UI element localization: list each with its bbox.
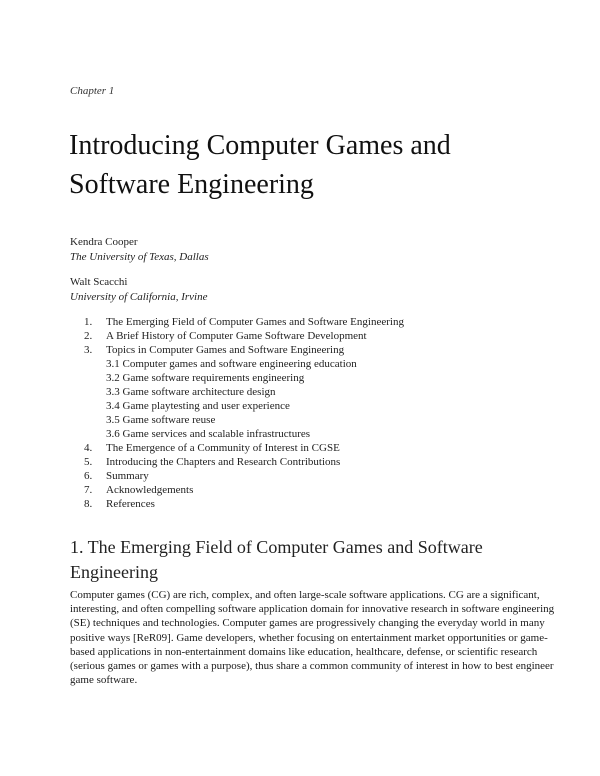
toc-item-label: Introducing the Chapters and Research Contributions (106, 456, 341, 468)
toc-item (84, 343, 404, 357)
chapter-label: Chapter 1 (70, 85, 115, 97)
toc-subitem: 3.3 Game software architecture design (106, 386, 276, 398)
table-of-contents (84, 315, 404, 511)
toc-item-label: Summary (106, 470, 149, 482)
toc-subitem: 3.2 Game software requirements engineering (106, 372, 305, 384)
toc-item-number: 2. (84, 330, 93, 342)
author-block (70, 275, 207, 305)
toc-item-number: 3. (84, 344, 93, 356)
toc-item-label: References (106, 498, 155, 510)
author-name: Kendra Cooper (70, 236, 138, 248)
section-heading-line-2: Engineering (70, 562, 158, 582)
chapter-title (69, 126, 549, 204)
section-heading (70, 535, 540, 585)
toc-item-number: 7. (84, 484, 93, 496)
toc-item-number: 4. (84, 442, 93, 454)
author-name: Walt Scacchi (70, 276, 128, 288)
toc-item-number: 5. (84, 456, 93, 468)
author-block (70, 235, 209, 265)
toc-item-label: The Emerging Field of Computer Games and Software Engineering (106, 316, 404, 328)
toc-item (84, 441, 404, 455)
toc-item-number: 8. (84, 498, 93, 510)
toc-subitem: 3.5 Game software reuse (106, 414, 216, 426)
toc-item (84, 329, 404, 343)
author-affiliation: University of California, Irvine (70, 291, 208, 303)
toc-item (84, 455, 404, 469)
toc-item-number: 1. (84, 316, 93, 328)
chapter-title-line-2: Software Engineering (69, 169, 314, 200)
toc-item-number: 6. (84, 470, 93, 482)
chapter-title-line-1: Introducing Computer Games and (69, 130, 451, 161)
toc-item (84, 315, 404, 329)
section-heading-line-1: 1. The Emerging Field of Computer Games and Software (70, 537, 483, 557)
toc-item-label: Topics in Computer Games and Software Engineering (106, 344, 345, 356)
author-affiliation: The University of Texas, Dallas (70, 251, 209, 263)
toc-item-label: The Emergence of a Community of Interest in CGSE (106, 442, 340, 454)
toc-item-label: Acknowledgements (106, 484, 194, 496)
toc-item (84, 469, 404, 483)
body-paragraph: Computer games (CG) are rich, complex, and often large-scale software applications. CG are a significant, interesting, and often compelling software application domain for innovative research in software engineering (SE) techniques and technologies. Computer games are progressively changing the everyday world in many positive ways [ReR09]. Game developers, whether focusing on entertainment market opportunities or game-based applications in non-entertainment domains like education, healthcare, defense, or scientific research (serious games or games with a purpose), thus share a common community of interest in how to best engineer game software. (70, 589, 555, 687)
toc-item (84, 497, 404, 511)
toc-item (84, 483, 404, 497)
toc-subitem: 3.1 Computer games and software engineering education (106, 358, 357, 370)
toc-subitem: 3.6 Game services and scalable infrastructures (106, 428, 311, 440)
toc-item-label: A Brief History of Computer Game Software Development (106, 330, 367, 342)
toc-subitem: 3.4 Game playtesting and user experience (106, 400, 290, 412)
